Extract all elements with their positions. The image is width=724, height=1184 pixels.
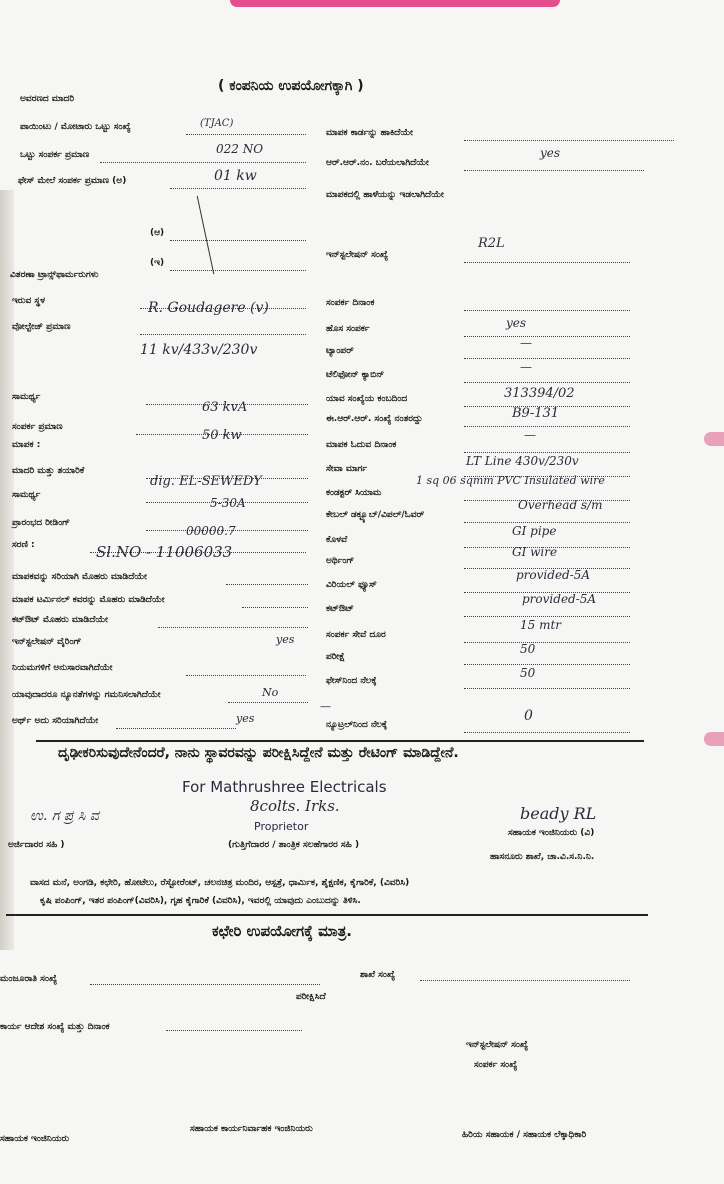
right-field-label: ಟ್ಯಾಂಪರ್ bbox=[326, 346, 354, 356]
right-field-label: ಹೊಸ ಸಂಪರ್ಕ bbox=[326, 324, 370, 334]
right-field-line bbox=[464, 642, 630, 643]
left-field-line bbox=[140, 334, 306, 335]
right-field-value: LT Line 430v/230v bbox=[466, 454, 579, 468]
engineer-office: ಹಾಸನೂರು ಶಾಖೆ, ಚಾ.ವಿ.ಸ.ನಿ.ನಿ. bbox=[490, 852, 595, 862]
right-field-line bbox=[464, 616, 630, 617]
right-field-value: — bbox=[520, 336, 532, 350]
left-field-label: ಕಟ್‌ಔಟ್ ಮೊಹರು ಮಾಡಿದೆಯೇ bbox=[12, 615, 108, 625]
stamp-role: Proprietor bbox=[254, 820, 309, 833]
left-field-line bbox=[116, 728, 236, 729]
right-field-label: ಇನ್‌ಸ್ಟಲೇಷನ್ ಸಂಖ್ಯೆ bbox=[326, 250, 389, 260]
applicant-signature: ಉ. ಗ ಪ್ರ ಸಿ ವ bbox=[30, 808, 99, 824]
right-field-value: yes bbox=[506, 316, 527, 330]
right-field-label: ಯಾವ ಸಂಖ್ಯೆಯ ಕಂಬದಿಂದ bbox=[326, 394, 408, 404]
right-field-value: 0 bbox=[524, 708, 533, 724]
contractor-stamp: For Mathrushree Electricals bbox=[182, 778, 387, 796]
left-field-line bbox=[186, 134, 306, 135]
left-field-label: ವೋಲ್ಟೇಜ್ ಪ್ರಮಾಣ bbox=[12, 322, 71, 332]
office-rule bbox=[6, 914, 648, 916]
right-field-value: 50 bbox=[520, 642, 536, 656]
right-field-label: ಪರೀಕ್ಷೆ bbox=[326, 652, 345, 662]
left-field-label: ಸಾಮರ್ಥ್ಯ bbox=[12, 392, 41, 402]
right-field-line bbox=[464, 382, 630, 383]
branch-number-label: ಶಾಖೆ ಸಂಖ್ಯೆ bbox=[360, 970, 396, 980]
left-field-label: (ಇ) bbox=[150, 258, 165, 268]
right-field-line bbox=[464, 522, 630, 523]
left-field-value: yes bbox=[236, 712, 255, 725]
left-field-label: ಇರುವ ಸ್ಥಳ bbox=[12, 296, 45, 306]
left-field-value: 11 kv/433v/230v bbox=[140, 342, 258, 358]
right-field-line bbox=[464, 140, 674, 141]
right-field-label: ಫೇಸ್‌ನಿಂದ ನೆಲಕ್ಕೆ bbox=[326, 676, 377, 686]
right-field-value: 15 mtr bbox=[520, 618, 562, 632]
left-field-line bbox=[158, 627, 308, 628]
handwritten-code: (TJAC) bbox=[200, 118, 234, 129]
left-field-line bbox=[228, 702, 308, 703]
right-field-value: provided-5A bbox=[522, 592, 597, 606]
right-field-line bbox=[464, 664, 630, 665]
right-field-line bbox=[464, 262, 630, 263]
right-field-value: — bbox=[524, 428, 536, 442]
right-field-value: Overhead s/m bbox=[518, 498, 603, 512]
sanction-number-label: ಮಂಜೂರಾತಿ ಸಂಖ್ಯೆ bbox=[0, 974, 58, 984]
left-field-value: yes bbox=[276, 633, 295, 646]
left-field-line bbox=[170, 270, 306, 271]
left-field-label: ಅರ್ಥ್ ಅದು ಸರಿಯಾಗಿದೆಯೇ bbox=[12, 716, 99, 726]
connection-number-label: ಸಂಪರ್ಕ ಸಂಖ್ಯೆ bbox=[474, 1060, 518, 1070]
branch-number-line bbox=[420, 980, 630, 981]
premises-note-2: ಕೃಷಿ ಪಂಪಿಂಗ್, ಇತರ ಪಂಪಿಂಗ್(ವಿವರಿಸಿ), ಗೃಹ ಕೈಗಾರಿಕೆ (ವಿವರಿಸಿ), ಇವರಲ್ಲಿ ಯಾವುದು ಎಂಬುದನ್ನು ತಿಳಿಸಿ. bbox=[40, 896, 361, 906]
right-field-line bbox=[464, 170, 644, 171]
right-field-line bbox=[464, 336, 630, 337]
right-field-label: ಟೆಲಿಫೋನ್ ಕ್ಯಾಬಿನ್ bbox=[326, 370, 385, 380]
left-field-line bbox=[100, 162, 306, 163]
right-field-label: ಸಂಪರ್ಕ ದಿನಾಂಕ bbox=[326, 298, 375, 308]
right-field-label: ಆರ್.ಆರ್.ನಂ. ಬರೆಯಲಾಗಿದೆಯೇ bbox=[326, 158, 429, 168]
right-field-value: — bbox=[520, 360, 532, 374]
contractor-signature-label: (ಗುತ್ತಿಗೆದಾರರ / ತಾಂತ್ರಿಕ ಸಲಹೆಗಾರರ ಸಹಿ ) bbox=[228, 840, 360, 850]
right-field-value: GI pipe bbox=[512, 524, 557, 538]
left-field-value: Sl.NO - 11006033 bbox=[96, 543, 233, 561]
left-field-value: 5-30A bbox=[210, 496, 246, 510]
right-field-label: ಕೇಬಲ್ ಡಕ್ಟ್ಯೂಬ್/ವಿಪಲ್/ಓವರ್ bbox=[326, 510, 425, 520]
right-field-line bbox=[464, 358, 630, 359]
right-field-value: R2L bbox=[478, 236, 505, 251]
left-field-label: ಮಾಪಕ ಟರ್ಮಿನಲ್ ಕವರನ್ನು ಮೊಹರು ಮಾಡಿದೆಯೇ bbox=[12, 595, 165, 605]
right-field-value: 1 sq 06 sqmm PVC Insulated wire bbox=[416, 474, 605, 487]
checked-label: ಪರೀಕ್ಷಿಸಿದೆ bbox=[296, 992, 326, 1002]
left-field-line bbox=[226, 584, 308, 585]
pink-tab-2 bbox=[704, 732, 724, 746]
assistant-engineer-label: ಸಹಾಯಕ ಇಂಜಿನಿಯರು bbox=[0, 1134, 70, 1144]
right-field-label: ವಿರಿಯಲ್ ಫ್ಯೂಸ್ bbox=[326, 580, 377, 590]
left-field-label: ಫೇಸ್ ಮೇಲೆ ಸಂಪರ್ಕ ಪ್ರಮಾಣ (ಅ) bbox=[18, 176, 127, 186]
left-field-label: ಪಾಯಿಂಟು / ಮೋಟಾರು ಒಟ್ಟು ಸಂಖ್ಯೆ bbox=[20, 122, 131, 132]
right-field-label: ಮಾಪಕ ಓದುವ ದಿನಾಂಕ bbox=[326, 440, 397, 450]
left-field-label: (ಆ) bbox=[150, 228, 165, 238]
form-title: ( ಕಂಪನಿಯ ಉಪಯೋಗಕ್ಕಾಗಿ ) bbox=[218, 78, 364, 94]
left-field-line bbox=[186, 675, 306, 676]
assistant-executive-engineer-label: ಸಹಾಯಕ ಕಾರ್ಯನಿರ್ವಾಹಕ ಇಂಜಿನಿಯರು bbox=[190, 1124, 313, 1134]
left-field-label: ನಿಯಮಗಳಿಗೆ ಅನುಸಾರವಾಗಿದೆಯೇ bbox=[12, 663, 113, 673]
left-field-value: No bbox=[262, 686, 279, 699]
right-field-line bbox=[464, 452, 630, 453]
left-field-label: ವಿತರಣಾ ಟ್ರಾನ್ಸ್‌ಫಾರ್ಮರುಗಳು bbox=[10, 270, 99, 280]
work-order-label: ಕಾರ್ಯ ಆದೇಶ ಸಂಖ್ಯೆ ಮತ್ತು ದಿನಾಂಕ bbox=[0, 1022, 110, 1032]
left-field-line bbox=[170, 240, 306, 241]
left-field-value: 00000.7 bbox=[186, 524, 236, 538]
left-field-label: ಸಾಮರ್ಥ್ಯ bbox=[12, 490, 41, 500]
right-field-label: ಈ.ಆರ್.ಆರ್. ಸಂಖ್ಯೆ ನಂತರದ್ದು bbox=[326, 414, 423, 424]
left-field-label: ಯಾವುದಾದರೂ ನ್ಯೂನತೆಗಳನ್ನು ಗಮನಿಸಲಾಗಿದೆಯೇ bbox=[12, 690, 161, 700]
right-field-label: ಕೊಳವೆ bbox=[326, 535, 348, 545]
applicant-signature-label: ಅರ್ಜಿದಾರರ ಸಹಿ ) bbox=[8, 840, 65, 850]
left-field-value: R. Goudagere (v) bbox=[148, 300, 269, 316]
pen-stroke bbox=[197, 196, 215, 274]
left-field-label: ಸರಣಿ : bbox=[12, 540, 35, 550]
pink-tab-1 bbox=[704, 432, 724, 446]
engineer-signature: beady RL bbox=[520, 804, 597, 823]
accounts-officer-label: ಹಿರಿಯ ಸಹಾಯಕ / ಸಹಾಯಕ ಲೆಕ್ಕಾಧಿಕಾರಿ bbox=[462, 1130, 587, 1140]
left-field-value: dig. EL-SEWEDY bbox=[150, 474, 262, 489]
left-field-label: ಮಾದರಿ ಮತ್ತು ತಯಾರಿಕೆ bbox=[12, 466, 85, 476]
left-field-label: ಸಂಪರ್ಕ ಪ್ರಮಾಣ bbox=[12, 422, 63, 432]
left-field-label: ಒಟ್ಟು ಸಂಪರ್ಕ ಪ್ರಮಾಣ bbox=[20, 150, 90, 160]
right-field-value: 313394/02 bbox=[504, 386, 575, 401]
left-field-label: ಮಾಪಕ : bbox=[12, 440, 41, 450]
left-field-value: 63 kvA bbox=[202, 400, 248, 415]
left-field-label: ಇನ್‌ಸ್ಟಲೇಷನ್ ವೈರಿಂಗ್ bbox=[12, 637, 82, 647]
right-field-value: 50 bbox=[520, 666, 536, 680]
right-field-label: ಕಟ್‌ಔಟ್ bbox=[326, 604, 354, 614]
left-field-line bbox=[242, 607, 308, 608]
right-field-label: ಮಾಪಕ ಕಾರ್ಡನ್ನು ಹಾಕಿದೆಯೇ bbox=[326, 128, 413, 138]
right-field-value: yes bbox=[540, 146, 561, 160]
left-field-value: 50 kw bbox=[202, 428, 242, 443]
office-use-title: ಕಛೇರಿ ಉಪಯೋಗಕ್ಕೆ ಮಾತ್ರ. bbox=[212, 922, 352, 940]
left-field-value: 01 kw bbox=[214, 168, 257, 184]
right-field-label: ಅರ್ಥಿಂಗ್ bbox=[326, 556, 355, 566]
installation-number-label: ಇನ್‌ಸ್ಟಲೇಷನ್ ಸಂಖ್ಯೆ bbox=[466, 1040, 529, 1050]
right-field-label: ನ್ಯೂಟ್ರಲ್‌ನಿಂದ ನೆಲಕ್ಕೆ bbox=[326, 720, 388, 730]
work-order-line bbox=[166, 1030, 302, 1031]
right-field-line bbox=[464, 310, 630, 311]
pink-cover-edge bbox=[230, 0, 560, 7]
right-field-label: ಸೇವಾ ಮಾರ್ಗ bbox=[326, 464, 368, 474]
premises-note-1: ವಾಸದ ಮನೆ, ಅಂಗಡಿ, ಕಛೇರಿ, ಹೋಟೆಲು, ರೆಸ್ಟೋರೆಂಟ್, ಚಲನಚಿತ್ರ ಮಂದಿರ, ಆಸ್ಪತ್ರೆ, ಧಾರ್ಮಿಕ, ಶೈಕ್ಷಣಿಕ, ಕೈಗಾರಿಕೆ, (ವಿವರಿಸಿ) bbox=[30, 878, 410, 888]
right-field-line bbox=[464, 426, 630, 427]
right-field-line bbox=[464, 732, 630, 733]
right-field-value: GI wire bbox=[512, 545, 558, 559]
sanction-number-line bbox=[90, 984, 320, 985]
declaration-rule bbox=[36, 740, 644, 742]
left-field-line bbox=[170, 188, 306, 189]
left-field-label: ಅವರಣದ ಮಾದರಿ bbox=[20, 94, 75, 104]
right-field-value: provided-5A bbox=[516, 568, 591, 582]
right-field-label: ಕಂಡಕ್ಟರ್ ಸಿಯಾಮ bbox=[326, 488, 382, 498]
handwritten-dash: — bbox=[320, 700, 331, 713]
right-field-line bbox=[464, 688, 630, 689]
right-field-value: B9-131 bbox=[512, 406, 560, 421]
contractor-signature: 8colts. Irks. bbox=[250, 797, 340, 815]
left-field-value: 022 NO bbox=[216, 142, 264, 156]
engineer-designation: ಸಹಾಯಕ ಇಂಜಿನಿಯರು (ವಿ) bbox=[508, 828, 595, 838]
declaration-text: ದೃಢೀಕರಿಸುವುದೇನೆಂದರೆ, ನಾನು ಸ್ಥಾವರವನ್ನು ಪರೀಕ್ಷಿಸಿದ್ದೇನೆ ಮತ್ತು ರೇಟಿಂಗ್ ಮಾಡಿದ್ದೇನೆ. bbox=[58, 745, 459, 761]
left-field-label: ಪ್ರಾರಂಭದ ರೀಡಿಂಗ್ bbox=[12, 518, 70, 528]
left-field-label: ಮಾಪಕವನ್ನು ಸರಿಯಾಗಿ ಮೊಹರು ಮಾಡಿದೆಯೇ bbox=[12, 572, 147, 582]
right-field-label: ಮಾಪಕದಲ್ಲಿ ಹಾಳೆಯನ್ನು ಇಡಲಾಗಿದೆಯೇ bbox=[326, 190, 444, 200]
right-field-label: ಸಂಪರ್ಕ ಸೇವೆ ದೂರ bbox=[326, 630, 386, 640]
